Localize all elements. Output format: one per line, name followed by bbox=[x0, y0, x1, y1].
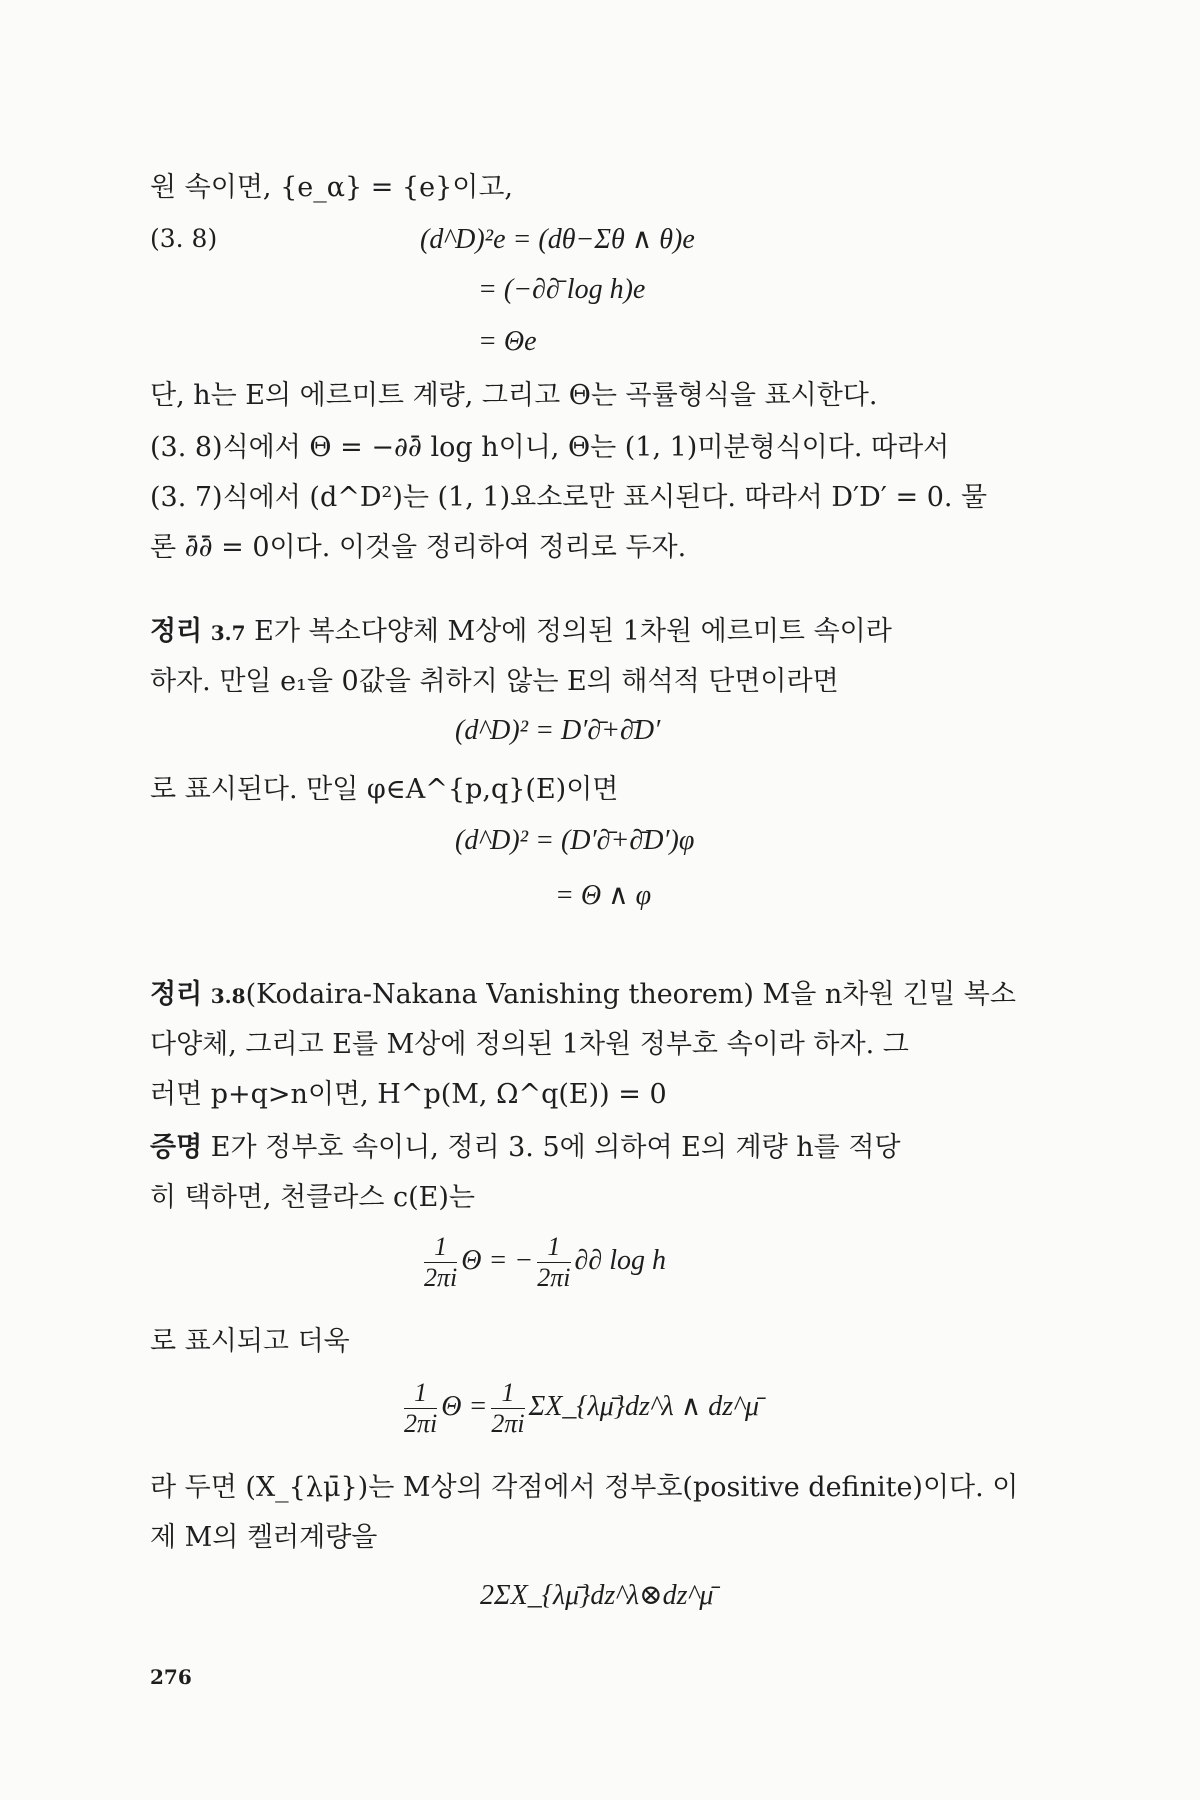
text-line: 다양체, 그리고 E를 M상에 정의된 1차원 정부호 속이라 하자. 그 bbox=[150, 1029, 909, 1060]
equation: = Θe bbox=[478, 326, 537, 357]
equation: = Θ ∧ φ bbox=[555, 880, 652, 911]
proof-text: E가 정부호 속이니, 정리 3. 5에 의하여 E의 계량 h를 적당 bbox=[210, 1132, 901, 1163]
text-line: 로 표시되고 더욱 bbox=[150, 1326, 350, 1357]
text-line: 러면 p+q>n이면, H^p(M, Ω^q(E)) = 0 bbox=[150, 1079, 667, 1110]
theorem-line bbox=[150, 612, 892, 653]
theorem-heading: 정리 bbox=[150, 979, 203, 1010]
proof-heading: 증명 bbox=[150, 1132, 203, 1163]
text-line: 히 택하면, 천클라스 c(E)는 bbox=[150, 1182, 475, 1213]
text-line: 론 ∂̄∂̄ = 0이다. 이것을 정리하여 정리로 두자. bbox=[150, 532, 687, 563]
text-line: (3. 7)식에서 (d^D²)는 (1, 1)요소로만 표시된다. 따라서 D′D′ = 0. 물 bbox=[150, 482, 988, 513]
text-line: (3. 8)식에서 Θ = −∂∂̄ log h이니, Θ는 (1, 1)미분형식이다. 따라서 bbox=[150, 432, 950, 463]
theorem-heading: 정리 bbox=[150, 616, 203, 647]
text-line: 로 표시된다. 만일 φ∈A^{p,q}(E)이면 bbox=[150, 774, 619, 805]
fraction: $\frac{1}{2\pi i}$ bbox=[537, 1232, 571, 1292]
fraction: $\frac{1}{2\pi i}$ bbox=[404, 1378, 438, 1438]
equation: (d^D)² = D′∂̄+∂̄D′ bbox=[455, 715, 661, 746]
theorem-line bbox=[150, 975, 1016, 1016]
equation: = (−∂∂̄ log h)e bbox=[478, 274, 646, 305]
proof-line bbox=[150, 1128, 900, 1168]
page-number: 276 bbox=[150, 1665, 192, 1689]
theorem-number: 3.8 bbox=[210, 984, 246, 1008]
equation: (d^D)²e = (dθ−Σθ ∧ θ)e bbox=[420, 224, 695, 255]
text-line: 라 두면 (X_{λμ̄})는 M상의 각점에서 정부호(positive definite)이다. 이 bbox=[150, 1472, 1019, 1503]
equation: (d^D)² = (D′∂̄+∂̄D′)φ bbox=[455, 825, 695, 856]
fraction-equation: $\frac{1}{2\pi i}$ Θ = − $\frac{1}{2\pi i}$ ∂∂ log h bbox=[424, 1232, 666, 1292]
theorem-number: 3.7 bbox=[210, 621, 246, 645]
fraction-equation: $\frac{1}{2\pi i}$ Θ = $\frac{1}{2\pi i}$ ΣX_{λμ̄}dz^λ ∧ dz^μ̄ bbox=[404, 1378, 760, 1438]
text-line: 원 속이면, {e_α} = {e}이고, bbox=[150, 172, 514, 203]
fraction: $\frac{1}{2\pi i}$ bbox=[491, 1378, 525, 1438]
equation: 2ΣX_{λμ̄}dz^λ⊗dz^μ̄ bbox=[480, 1580, 714, 1611]
fraction: $\frac{1}{2\pi i}$ bbox=[424, 1232, 458, 1292]
theorem-text: (Kodaira-Nakana Vanishing theorem) M을 n차원 긴밀 복소 bbox=[245, 979, 1016, 1010]
theorem-text: E가 복소다양체 M상에 정의된 1차원 에르미트 속이라 bbox=[254, 616, 892, 647]
equation-label: (3. 8) bbox=[150, 224, 218, 253]
text-line: 제 M의 켈러계량을 bbox=[150, 1522, 378, 1553]
text-line: 단, h는 E의 에르미트 계량, 그리고 Θ는 곡률형식을 표시한다. bbox=[150, 380, 878, 411]
text-line: 하자. 만일 e₁을 0값을 취하지 않는 E의 해석적 단면이라면 bbox=[150, 666, 839, 697]
